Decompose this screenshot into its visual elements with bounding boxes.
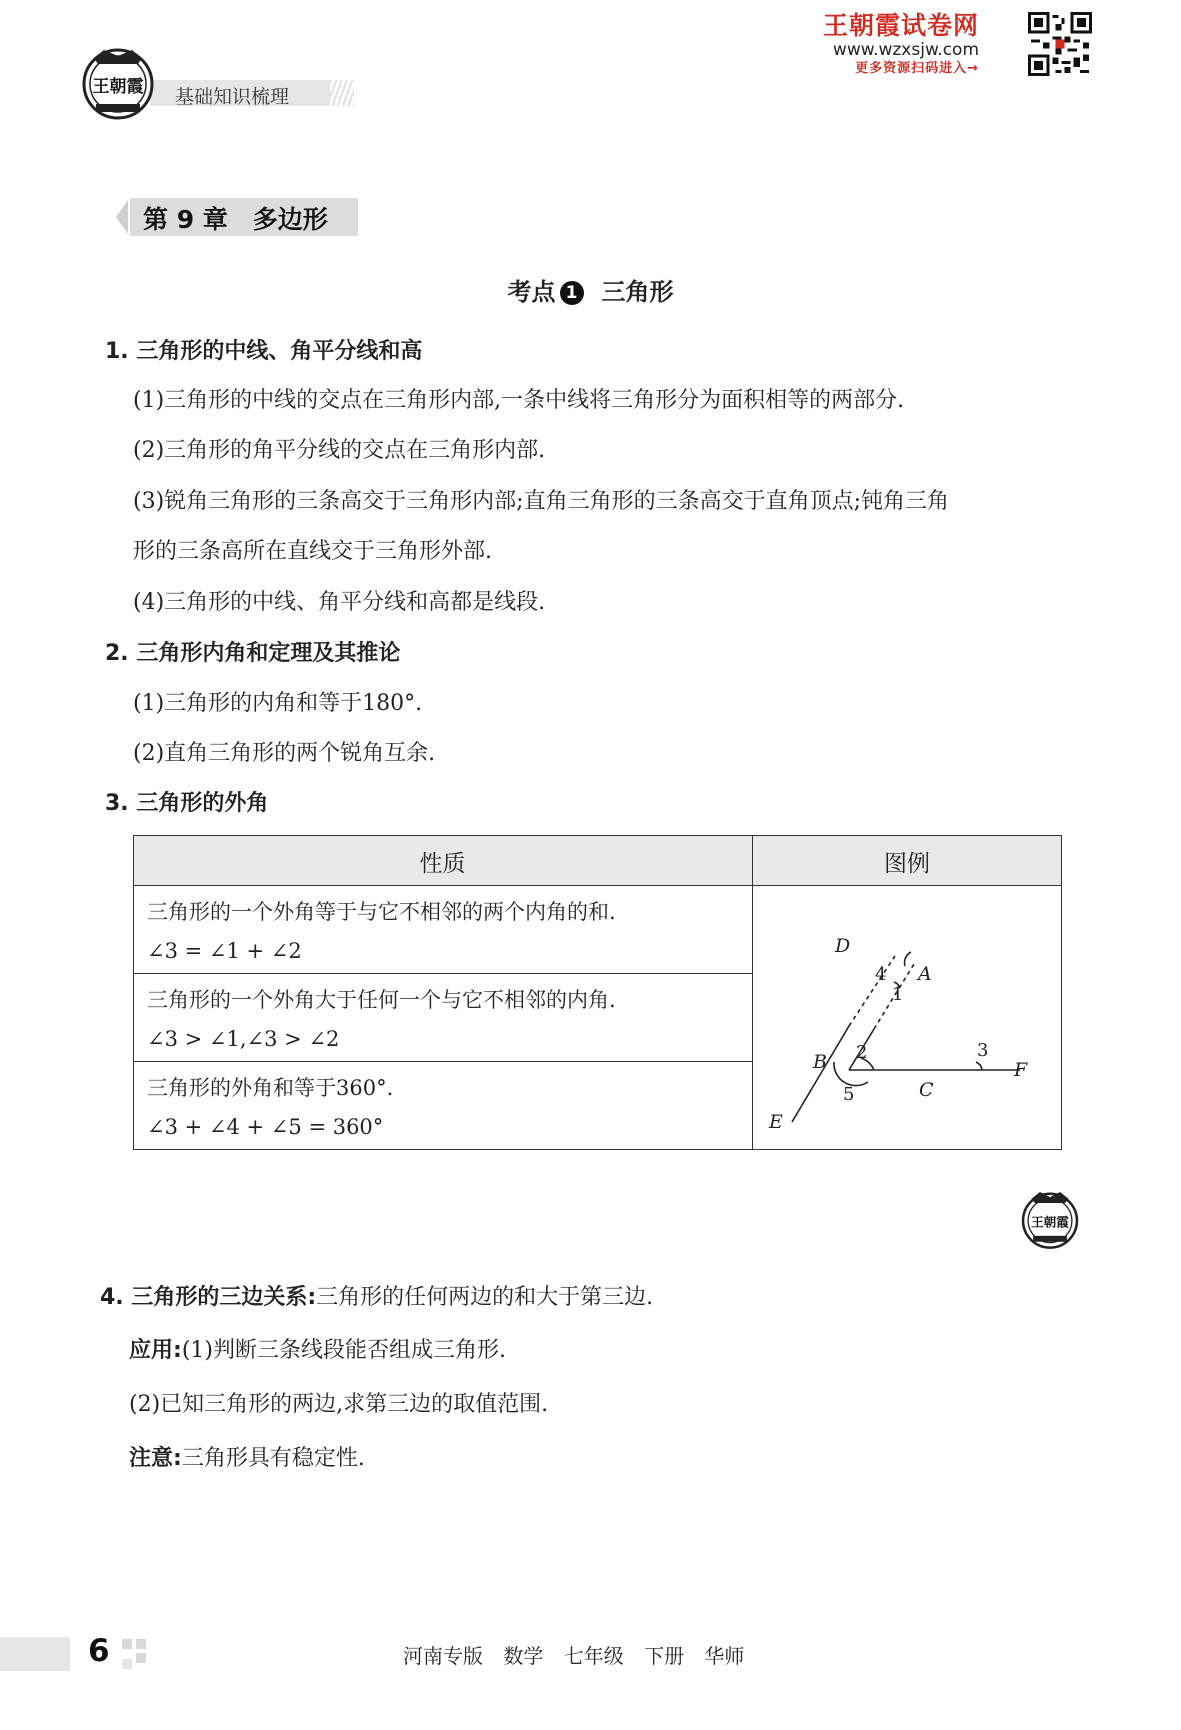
- kaodian-prefix: 考点: [507, 278, 556, 306]
- page-number: 6: [88, 1633, 110, 1669]
- brand-name: 王朝霞试卷网: [822, 11, 979, 40]
- label-c: C: [919, 1079, 934, 1101]
- label-b: B: [813, 1051, 827, 1073]
- exterior-angle-figure: [752, 886, 1062, 1150]
- angle-arc-4: [905, 952, 911, 966]
- line-eb: [792, 1026, 849, 1122]
- table-cell: ∠3 > ∠1,∠3 > ∠2: [147, 1027, 340, 1051]
- section1-item: (2)三角形的角平分线的交点在三角形内部.: [133, 438, 546, 463]
- label-angle-2: 2: [856, 1042, 868, 1063]
- label-angle-4: 4: [875, 964, 887, 985]
- label-d: D: [835, 935, 851, 957]
- label-angle-3: 3: [977, 1040, 989, 1061]
- section1-item: (1)三角形的中线的交点在三角形内部,一条中线将三角形分为面积相等的两部分.: [133, 388, 905, 413]
- section4-line: [100, 1280, 653, 1311]
- brand-url[interactable]: www.wzxsjw.com: [832, 40, 979, 60]
- label-angle-1: 1: [892, 984, 904, 1005]
- section1-item: 形的三条高所在直线交于三角形外部.: [133, 539, 492, 564]
- kaodian-title: [0, 272, 1181, 307]
- section2-item: (2)直角三角形的两个锐角互余.: [133, 741, 436, 766]
- table-cell: 三角形的外角和等于360°.: [147, 1076, 394, 1100]
- svg-text:王朝霞: 王朝霞: [92, 77, 144, 97]
- publisher-logo: [80, 44, 156, 120]
- brand-more: 更多资源扫码进入→: [855, 61, 979, 76]
- label-f: F: [1014, 1059, 1028, 1081]
- note-label: 注意:: [129, 1446, 182, 1471]
- application-item: (1)判断三条线段能否组成三角形.: [181, 1338, 506, 1363]
- section1-item: (4)三角形的中线、角平分线和高都是线段.: [133, 590, 546, 615]
- section2-item: (1)三角形的内角和等于180°.: [133, 691, 423, 716]
- application-label: 应用:: [129, 1338, 182, 1363]
- kaodian-name: 三角形: [601, 278, 674, 306]
- angle-arc-3: [976, 1062, 982, 1070]
- kaodian-number: 1: [560, 281, 584, 305]
- section1-item: (3)锐角三角形的三条高交于三角形内部;直角三角形的三条高交于直角顶点;钝角三角: [133, 489, 949, 514]
- section2-heading: 2. 三角形内角和定理及其推论: [105, 641, 401, 666]
- label-e: E: [769, 1111, 783, 1133]
- publisher-stamp-icon: [1018, 1187, 1082, 1251]
- table-cell: ∠3 = ∠1 + ∠2: [147, 939, 302, 963]
- chapter-title: 第 9 章 多边形: [143, 205, 328, 234]
- svg-text:王朝霞: 王朝霞: [1031, 1214, 1069, 1230]
- footer-bar: [0, 1637, 70, 1671]
- brand-block[interactable]: [823, 12, 979, 78]
- table-cell: ∠3 + ∠4 + ∠5 = 360°: [147, 1115, 384, 1139]
- section4-heading-rest: 三角形的任何两边的和大于第三边.: [316, 1285, 654, 1310]
- section1-heading: 1. 三角形的中线、角平分线和高: [105, 339, 423, 364]
- section-title: 基础知识梳理: [175, 86, 290, 108]
- table-cell: 三角形的一个外角大于任何一个与它不相邻的内角.: [147, 988, 616, 1012]
- table-divider: [133, 1061, 752, 1062]
- line-ba-dashed: [849, 956, 895, 1026]
- note-text: 三角形具有稳定性.: [181, 1446, 365, 1471]
- label-angle-5: 5: [843, 1084, 855, 1105]
- qr-code-icon[interactable]: [1028, 12, 1092, 76]
- note-line: [129, 1441, 365, 1472]
- book-info: 河南专版 数学 七年级 下册 华师: [403, 1644, 745, 1668]
- label-a: A: [918, 963, 932, 985]
- table-header-figure: 图例: [884, 851, 930, 877]
- section3-heading: 3. 三角形的外角: [105, 791, 269, 816]
- table-header-property: 性质: [419, 851, 466, 877]
- section4-heading: 4. 三角形的三边关系:: [100, 1285, 317, 1310]
- footer-blocks-icon: [120, 1637, 150, 1671]
- table-divider: [133, 973, 752, 974]
- application-item: (2)已知三角形的两边,求第三边的取值范围.: [129, 1392, 549, 1417]
- application-line: [129, 1333, 506, 1364]
- header-stripes: [330, 80, 354, 106]
- table-cell: 三角形的一个外角等于与它不相邻的两个内角的和.: [147, 900, 616, 924]
